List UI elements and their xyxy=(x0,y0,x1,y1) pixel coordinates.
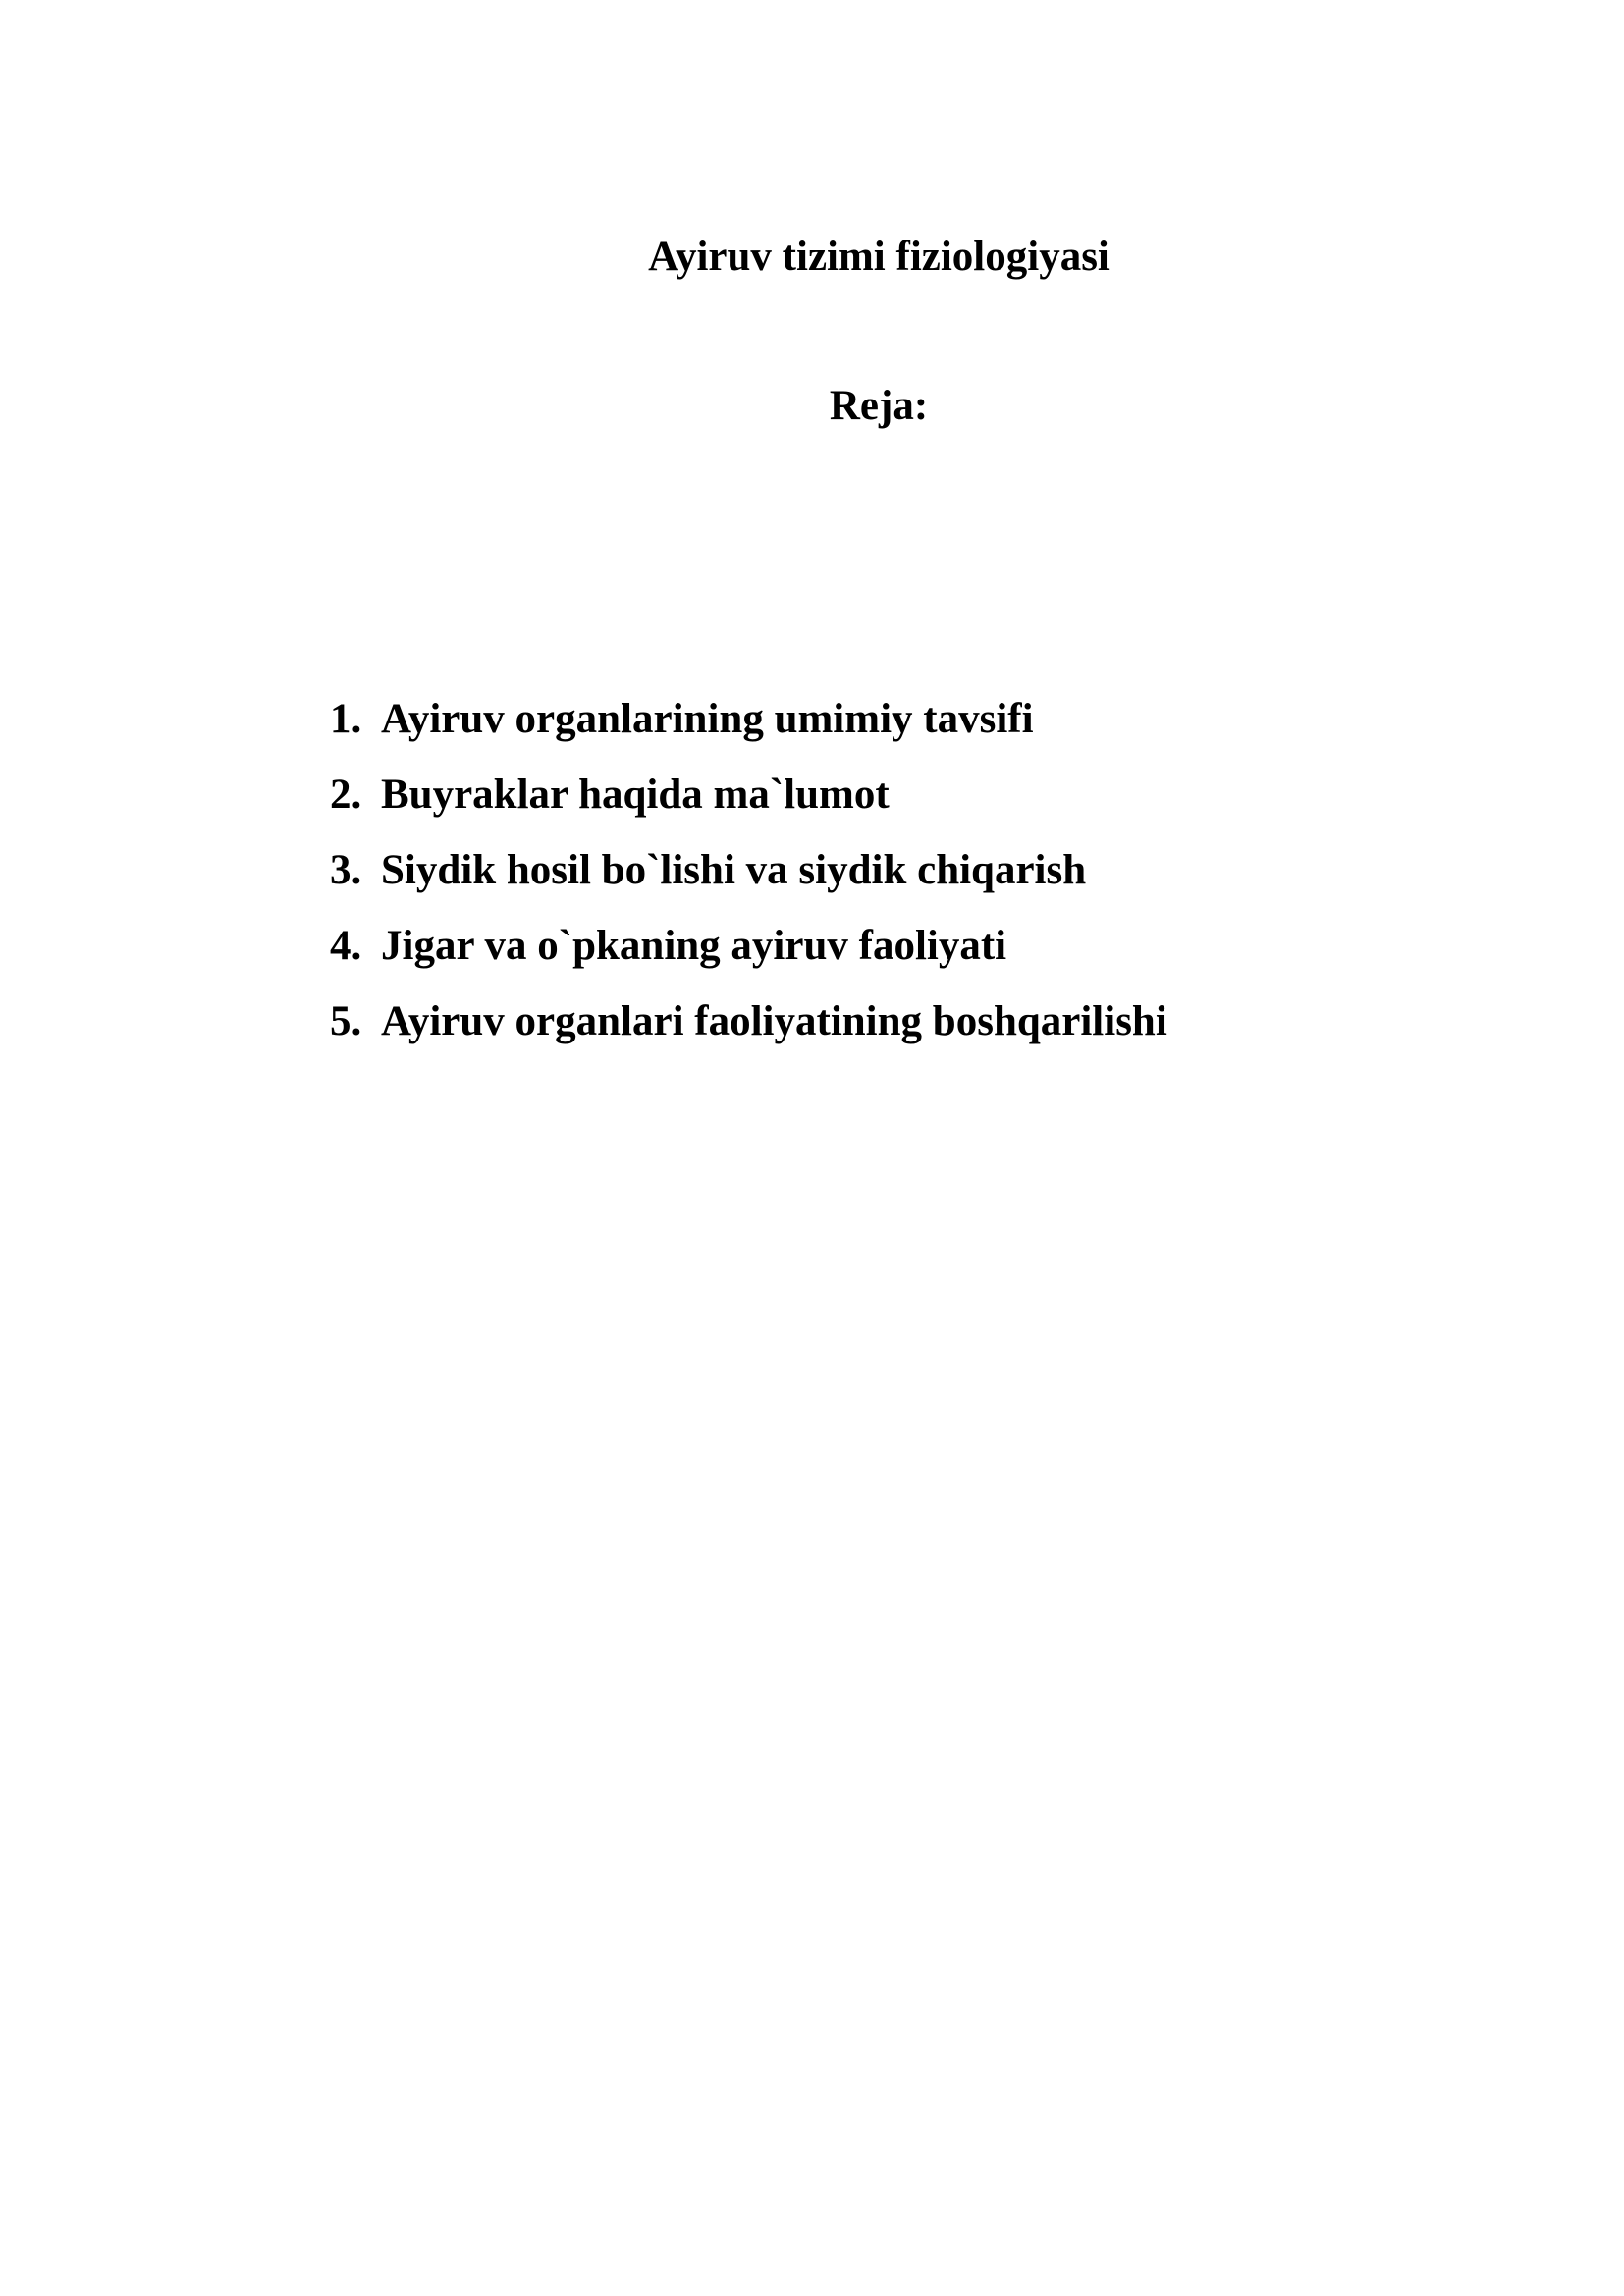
plan-item xyxy=(330,984,1410,1059)
plan-item-text: Siydik hosil bo`lishi va siydik chiqarish xyxy=(381,847,1087,893)
plan-item-number: 5. xyxy=(330,998,362,1044)
plan-item xyxy=(330,832,1410,908)
plan-list xyxy=(330,681,1410,1059)
document-title: Ayiruv tizimi fiziologiyasi xyxy=(648,234,1110,280)
plan-item xyxy=(330,681,1410,757)
plan-item xyxy=(330,757,1410,832)
plan-item-text: Ayiruv organlarining umimiy tavsifi xyxy=(381,696,1034,742)
plan-heading: Reja: xyxy=(829,383,929,429)
plan-item-number: 1. xyxy=(330,696,362,742)
plan-item-text: Ayiruv organlari faoliyatining boshqarilishi xyxy=(381,998,1167,1044)
plan-item xyxy=(330,908,1410,984)
plan-item-text: Buyraklar haqida ma`lumot xyxy=(381,772,890,818)
plan-item-number: 4. xyxy=(330,923,362,969)
plan-item-number: 3. xyxy=(330,847,362,893)
plan-item-number: 2. xyxy=(330,772,362,818)
plan-item-text: Jigar va o`pkaning ayiruv faoliyati xyxy=(381,923,1007,969)
